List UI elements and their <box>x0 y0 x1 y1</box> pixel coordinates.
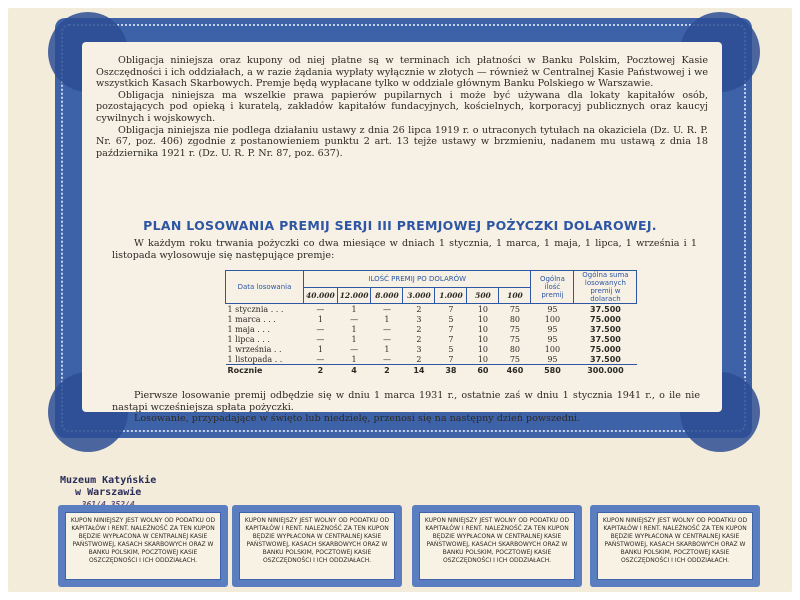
prize-count-cell: 75 <box>509 324 521 334</box>
denomination-header: 500 <box>467 287 499 304</box>
terms-paragraph: Obligacja niniejsza nie podlega działaniu ustawy z dnia 26 lipca 1919 r. o utraconych tytułach na okaziciela (Dz. U. R. P. Nr. 67, poz. 406) zgodnie z postanowieniem punktu 2 art. 13 tejże ustawy w brzmieniu, nadanem mu ustawą z dnia 18 października 1921 r. (Dz. U. R. P. Nr. 87, poz. 637). <box>96 124 708 159</box>
prize-count-cell: 5 <box>448 344 454 354</box>
prize-count-cell: 10 <box>477 314 489 324</box>
sum-column-header: Ogólna suma losowanych premij w dolarach <box>574 271 637 304</box>
table-row <box>226 334 637 344</box>
prize-count-cell: 10 <box>477 344 489 354</box>
prize-count-cell: 1 <box>351 324 357 334</box>
total-sum-cell: 37.500 <box>590 324 621 334</box>
denomination-header: 8.000 <box>371 287 403 304</box>
prize-count-cell: 3 <box>416 344 422 354</box>
total-label: Rocznie <box>226 365 304 376</box>
prize-count-cell: 60 <box>467 365 499 376</box>
prize-count-cell: 10 <box>477 334 489 344</box>
total-sum-cell: 37.500 <box>590 304 621 314</box>
total-count-cell: 95 <box>547 354 558 364</box>
date-column-header: Data losowania <box>226 271 304 304</box>
prize-count-cell: — <box>382 304 391 314</box>
prize-count-cell: 2 <box>371 365 403 376</box>
prize-count-cell: 7 <box>448 324 454 334</box>
prize-count-cell: 10 <box>477 304 489 314</box>
total-row <box>226 365 637 376</box>
coupon-text: KUPON NINIEJSZY JEST WOLNY OD PODATKU OD KAPITAŁÓW I RENT. NALEŻNOŚĆ ZA TEN KUPON BĘDZIE WYPŁACONA W CENTRALNEJ KASIE PAŃSTWOWEJ, KASACH SKARBOWYCH ORAZ W BANKU POLSKIM, POCZTOWEJ KASIE OSZCZĘDNOŚCI I ICH ODDZIAŁACH. <box>244 517 390 564</box>
total-count-cell: 95 <box>547 324 558 334</box>
prize-count-cell: 1 <box>351 354 357 364</box>
terms-paragraph: Obligacja niniejsza ma wszelkie prawa papierów pupilarnych i może być używana dla lokaty kapitałów osób, pozostających pod opieką i kuratelą, zakładów kapitałów fundacyjnych, kościelnych, korporacyj publicznych oraz kaucyj cywilnych i wojskowych. <box>96 89 708 124</box>
denomination-header: 12.000 <box>337 287 371 304</box>
denomination-header: 40.000 <box>304 287 338 304</box>
closing-paragraph: Losowanie, przypadające w święto lub niedzielę, przenosi się na następny dzień powszedni. <box>134 413 581 425</box>
total-sum-cell: 37.500 <box>590 354 621 364</box>
stamp-line: Muzeum Katyńskie <box>60 475 157 486</box>
prize-count-cell: 2 <box>416 354 422 364</box>
plan-title: PLAN LOSOWANIA PREMIJ SERJI III PREMJOWEJ POŻYCZKI DOLAROWEJ. <box>143 218 657 233</box>
denomination-header: 3.000 <box>403 287 435 304</box>
prize-count-cell: — <box>350 314 359 324</box>
prize-count-cell: 1 <box>384 314 390 324</box>
closing-text <box>112 390 700 425</box>
total-count-cell: 580 <box>531 365 574 376</box>
prize-count-cell: 1 <box>351 334 357 344</box>
draw-date: 1 lipca . . . <box>227 334 270 344</box>
prize-count-cell: 4 <box>337 365 371 376</box>
total-sum-cell: 300.000 <box>574 365 637 376</box>
total-sum-cell: 75.000 <box>590 344 621 354</box>
prize-count-cell: — <box>382 334 391 344</box>
prize-count-cell: 75 <box>509 334 521 344</box>
prize-count-cell: 75 <box>509 354 521 364</box>
prize-count-cell: 75 <box>509 304 521 314</box>
stamp-line: w Warszawie <box>75 487 142 498</box>
prize-count-cell: 5 <box>448 314 454 324</box>
prize-count-cell: 1 <box>317 314 323 324</box>
total-count-cell: 95 <box>547 304 558 314</box>
prize-count-cell: 7 <box>448 304 454 314</box>
prize-count-cell: 2 <box>416 324 422 334</box>
prize-count-cell: — <box>316 324 325 334</box>
prize-count-cell: 1 <box>317 344 323 354</box>
coupon-text: KUPON NINIEJSZY JEST WOLNY OD PODATKU OD KAPITAŁÓW I RENT. NALEŻNOŚĆ ZA TEN KUPON BĘDZIE WYPŁACONA W CENTRALNEJ KASIE PAŃSTWOWEJ, KASACH SKARBOWYCH ORAZ W BANKU POLSKIM, POCZTOWEJ KASIE OSZCZĘDNOŚCI I ICH ODDZIAŁACH. <box>424 517 570 564</box>
denomination-header: 1.000 <box>435 287 467 304</box>
total-sum-cell: 37.500 <box>590 334 621 344</box>
table-row <box>226 314 637 324</box>
total-count-cell: 95 <box>547 334 558 344</box>
prize-count-cell: — <box>382 324 391 334</box>
prize-count-cell: 38 <box>435 365 467 376</box>
closing-paragraph: Pierwsze losowanie premij odbędzie się w dniu 1 marca 1931 r., ostatnie zaś w dniu 1 stycznia 1941 r., o ile nie nastąpi wcześniejsza spłata pożyczki. <box>112 390 700 413</box>
prize-count-cell: 2 <box>416 334 422 344</box>
coupon <box>232 505 402 587</box>
denomination-header: 100 <box>499 287 531 304</box>
coupon-text: KUPON NINIEJSZY JEST WOLNY OD PODATKU OD KAPITAŁÓW I RENT. NALEŻNOŚĆ ZA TEN KUPON BĘDZIE WYPŁACONA W CENTRALNEJ KASIE PAŃSTWOWEJ, KASACH SKARBOWYCH ORAZ W BANKU POLSKIM, POCZTOWEJ KASIE OSZCZĘDNOŚCI I ICH ODDZIAŁACH. <box>602 517 748 564</box>
coupon-text: KUPON NINIEJSZY JEST WOLNY OD PODATKU OD KAPITAŁÓW I RENT. NALEŻNOŚĆ ZA TEN KUPON BĘDZIE WYPŁACONA W CENTRALNEJ KASIE PAŃSTWOWEJ, KASACH SKARBOWYCH ORAZ W BANKU POLSKIM, POCZTOWEJ KASIE OSZCZĘDNOŚCI I ICH ODDZIAŁACH. <box>70 517 216 564</box>
prize-count-cell: 80 <box>509 344 521 354</box>
prize-count-cell: 7 <box>448 334 454 344</box>
plan-intro: W każdym roku trwania pożyczki co dwa miesiące w dniach 1 stycznia, 1 marca, 1 maja, 1 lipca, 1 września i 1 listopada wylosowuje się następujące premje: <box>112 238 697 261</box>
prize-count-cell: 10 <box>477 354 489 364</box>
count-column-header: Ogólna ilość premij <box>531 271 574 304</box>
table-row <box>226 344 637 354</box>
draw-date: 1 listopada . . <box>227 354 283 364</box>
terms-text <box>96 55 708 159</box>
coupon <box>412 505 582 587</box>
prize-count-cell: — <box>316 354 325 364</box>
prize-count-cell: 3 <box>416 314 422 324</box>
prize-count-cell: — <box>316 334 325 344</box>
total-count-cell: 100 <box>544 344 561 354</box>
prize-count-cell: 2 <box>416 304 422 314</box>
prize-count-cell: 14 <box>403 365 435 376</box>
prize-count-cell: — <box>382 354 391 364</box>
prize-count-cell: 10 <box>477 324 489 334</box>
prize-count-cell: 1 <box>384 344 390 354</box>
table-row <box>226 324 637 334</box>
draw-date: 1 maja . . . <box>227 324 270 334</box>
prize-count-cell: 460 <box>499 365 531 376</box>
draw-date: 1 marca . . . <box>227 314 276 324</box>
prize-count-cell: — <box>350 344 359 354</box>
prize-table <box>225 270 637 375</box>
coupon <box>58 505 228 587</box>
terms-paragraph: Obligacja niniejsza oraz kupony od niej płatne są w terminach ich płatności w Banku Polskim, Pocztowej Kasie Oszczędności i ich oddziałach, a w razie żądania wypłaty wyłącznie w złotych — również w Centralnej Kasie Państwowej i we wszystkich Kasach Skarbowych. Premje będą wypłacane tylko w oddziale głównym Banku Polskiego w Warszawie. <box>96 55 708 90</box>
draw-date: 1 września . . <box>227 344 282 354</box>
prize-count-cell: 7 <box>448 354 454 364</box>
table-row <box>226 354 637 365</box>
draw-date: 1 stycznia . . . <box>227 304 284 314</box>
total-sum-cell: 75.000 <box>590 314 621 324</box>
total-count-cell: 100 <box>544 314 561 324</box>
prize-count-cell: 2 <box>304 365 338 376</box>
prize-count-cell: 1 <box>351 304 357 314</box>
prize-count-cell: 80 <box>509 314 521 324</box>
coupon <box>590 505 760 587</box>
prize-count-cell: — <box>316 304 325 314</box>
denomination-group-header: ILOŚĆ PREMIJ PO DOLARÓW <box>304 271 531 288</box>
table-row <box>226 304 637 315</box>
